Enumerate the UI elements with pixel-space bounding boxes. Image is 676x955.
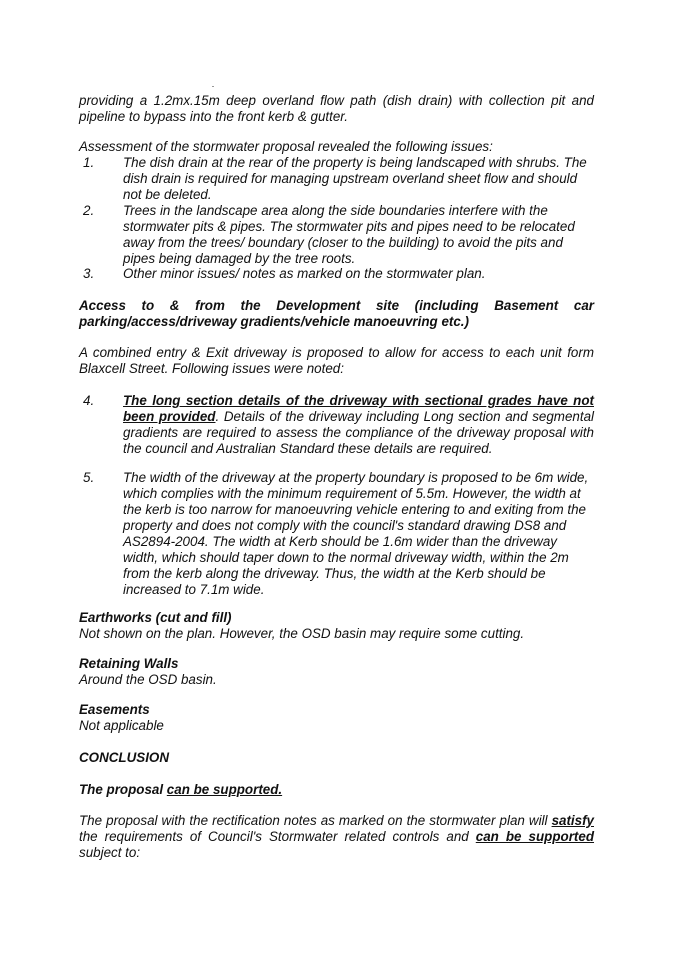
assessment-heading: Assessment of the stormwater proposal revealed the following issues: xyxy=(79,139,493,154)
intro-continuation: providing a 1.2mx.15m deep overland flow path (dish drain) with collection pit and pipeline to bypass into the front kerb & gutter. xyxy=(79,93,594,124)
proposal-supported-line xyxy=(79,782,594,798)
conclusion-heading: CONCLUSION xyxy=(79,750,170,765)
item-number: 4. xyxy=(83,393,95,408)
retaining-walls-section xyxy=(79,656,594,688)
item-text: The dish drain at the rear of the property is being landscaped with shrubs. The dish drain is required for managing upstream overland sheet flow and should not be deleted. xyxy=(123,155,587,202)
item-text: Other minor issues/ notes as marked on the stormwater plan. xyxy=(123,266,486,281)
scan-artifact xyxy=(212,86,214,87)
final-part-2: the requirements of Council's Stormwater related controls and xyxy=(79,829,476,844)
final-part-1: The proposal with the rectification notes as marked on the stormwater plan will xyxy=(79,813,552,828)
access-heading xyxy=(79,298,594,330)
item-text: The width of the driveway at the property boundary is proposed to be 6m wide, which complies with the minimum requirement of 5.5m. However, the width at the kerb is too narrow for manoeuvring vehicle entering to and exiting from the property and does not comply with the council's standard drawing DS8 and AS2894-2004. The width at Kerb should be 1.6m wider than the driveway width, which should taper down to the normal driveway width, within the 2m from the kerb along the driveway. Thus, the width at the Kerb should be increased to 7.1m wide. xyxy=(123,470,589,597)
item-text xyxy=(123,393,594,457)
access-heading-line-2: parking/access/driveway gradients/vehicle manoeuvring etc.) xyxy=(79,314,469,329)
final-satisfy: satisfy xyxy=(551,813,594,828)
easements-section xyxy=(79,702,594,734)
earthworks-text: Not shown on the plan. However, the OSD basin may require some cutting. xyxy=(79,626,525,641)
easements-text: Not applicable xyxy=(79,718,164,733)
final-part-3: subject to: xyxy=(79,845,141,860)
earthworks-section xyxy=(79,610,594,642)
item-4-rest: . Details of the driveway including Long section and segmental gradients are required to assess the compliance of the driveway proposal with the council and Australian Standard these details are required. xyxy=(123,409,594,456)
easements-heading: Easements xyxy=(79,702,150,717)
final-can-be-supported: can be supported xyxy=(475,829,595,844)
retaining-walls-text: Around the OSD basin. xyxy=(79,672,217,687)
retaining-walls-heading: Retaining Walls xyxy=(79,656,179,671)
access-intro: A combined entry & Exit driveway is proposed to allow for access to each unit form Blaxcell Street. Following issues were noted: xyxy=(79,345,594,376)
item-number: 2. xyxy=(83,203,95,218)
item-number: 5. xyxy=(83,470,95,485)
access-heading-line-1: Access to & from the Development site (including Basement car xyxy=(79,298,594,313)
item-4-emphasis: The long section details of the driveway with sectional grades have not been provided xyxy=(123,393,594,424)
item-number: 1. xyxy=(83,155,95,170)
conclusion-final-paragraph xyxy=(79,813,594,861)
supported-prefix: The proposal xyxy=(79,782,167,797)
item-text: Trees in the landscape area along the side boundaries interfere with the stormwater pits & pipes. The stormwater pits and pipes need to be relocated away from the trees/ boundary (closer to the building) to avoid the pits and pipes being damaged by the tree roots. xyxy=(123,203,575,266)
item-number: 3. xyxy=(83,266,95,281)
earthworks-heading: Earthworks (cut and fill) xyxy=(79,610,232,625)
supported-emphasis: can be supported. xyxy=(166,782,283,797)
